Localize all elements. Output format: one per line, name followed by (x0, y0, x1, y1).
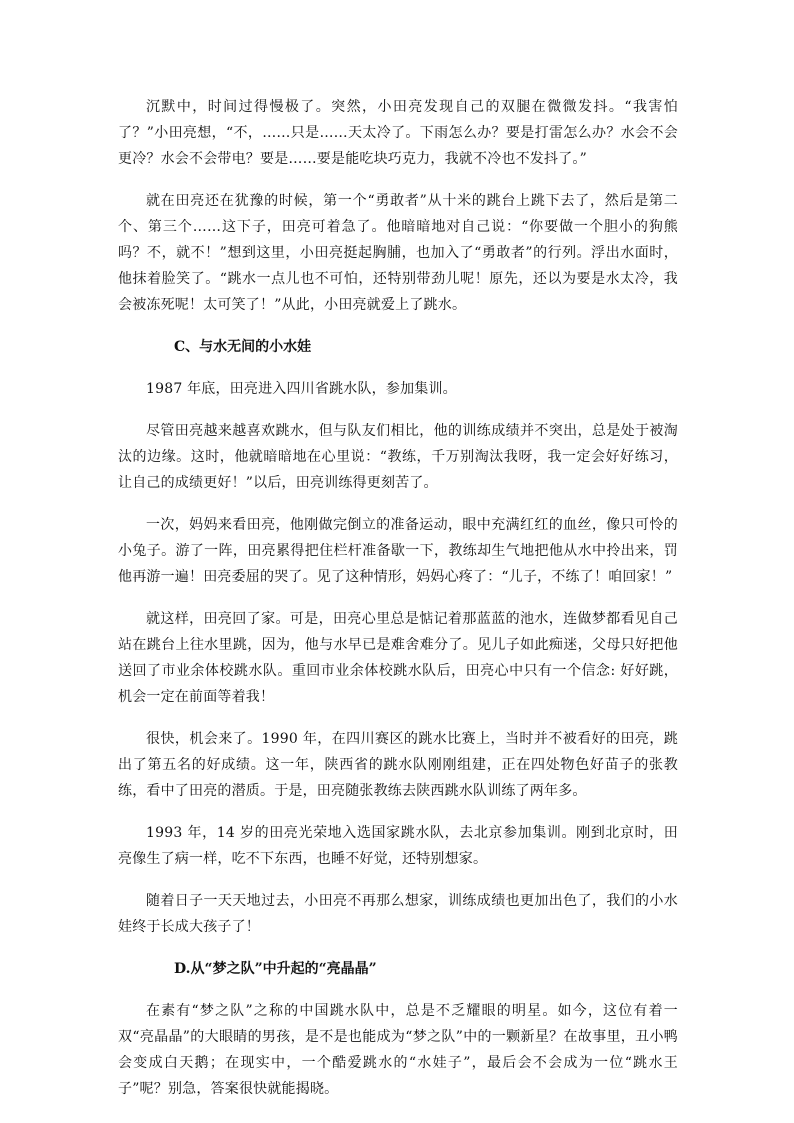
paragraph-first-jump: 就在田亮还在犹豫的时候，第一个“勇敢者”从十米的跳台上跳下去了，然后是第二个、第三个……这下子，田亮可着急了。他暗暗地对自己说：“你要做一个胆小的狗熊吗？不，就不！”想到这里，小田亮挺起胸脯，也加入了“勇敢者”的行列。浮出水面时，他抹着脸笑了。“跳水一点儿也不可怕，还特别带劲儿呢！原先，还以为要是水太冷，我会被冻死呢！太可笑了！”从此，小田亮就爱上了跳水。 (118, 193, 678, 313)
paragraph-1990: 很快，机会来了。1990 年，在四川赛区的跳水比赛上，当时并不被看好的田亮，跳出了第五名的好成绩。这一年，陕西省的跳水队刚刚组建，正在四处物色好苗子的张教练，看中了田亮的潜质。于是，田亮随张教练去陕西跳水队训练了两年多。 (118, 731, 678, 799)
paragraph-mother-visit: 一次，妈妈来看田亮，他刚做完倒立的准备运动，眼中充满红红的血丝，像只可怜的小兔子。游了一阵，田亮累得把住栏杆准备歇一下，教练却生气地把他从水中拎出来，罚他再游一遍！田亮委屈的哭了。见了这种情形，妈妈心疼了：“儿子，不练了！咱回家！” (118, 517, 678, 585)
paragraph-grown-up: 随着日子一天天地过去，小田亮不再那么想家，训练成绩也更加出色了，我们的小水娃终于长成大孩子了！ (118, 893, 678, 935)
paragraph-dream-team: 在素有“梦之队”之称的中国跳水队中，总是不乏耀眼的明星。如今，这位有着一双“亮晶晶”的大眼睛的男孩，是不是也能成为“梦之队”中的一颗新星？在故事里，丑小鸭会变成白天鹅；在现实中，一个酷爱跳水的“水娃子”，最后会不会成为一位“跳水王子”呢？别急，答案很快就能揭晓。 (118, 1003, 678, 1097)
section-heading-d: D.从“梦之队”中升起的“亮晶晶” (174, 961, 377, 977)
paragraph-return-home: 就这样，田亮回了家。可是，田亮心里总是惦记着那蓝蓝的池水，连做梦都看见自己站在跳台上往水里跳，因为，他与水早已是难舍难分了。见儿子如此痴迷，父母只好把他送回了市业余体校跳水队。重回市业余体校跳水队后，田亮心中只有一个信念: 好好跳，机会一定在前面等着我！ (118, 611, 678, 705)
paragraph-trembling: 沉默中，时间过得慢极了。突然，小田亮发现自己的双腿在微微发抖。“我害怕了？”小田亮想，“不，……只是……天太冷了。下雨怎么办？要是打雷怎么办？水会不会更冷？水会不会带电？要是……要是能吃块巧克力，我就不冷也不发抖了。” (118, 99, 678, 167)
paragraph-training: 尽管田亮越来越喜欢跳水，但与队友们相比，他的训练成绩并不突出，总是处于被淘汰的边缘。这时，他就暗暗地在心里说：“教练，千万别淘汰我呀，我一定会好好练习，让自己的成绩更好！”以后，田亮训练得更刻苦了。 (118, 423, 678, 491)
paragraph-1993: 1993 年，14 岁的田亮光荣地入选国家跳水队，去北京参加集训。刚到北京时，田亮像生了病一样，吃不下东西，也睡不好觉，还特别想家。 (118, 825, 678, 867)
section-heading-c: C、与水无间的小水娃 (174, 339, 312, 355)
document-body (118, 94, 678, 1118)
paragraph-1987: 1987 年底，田亮进入四川省跳水队，参加集训。 (146, 381, 457, 397)
